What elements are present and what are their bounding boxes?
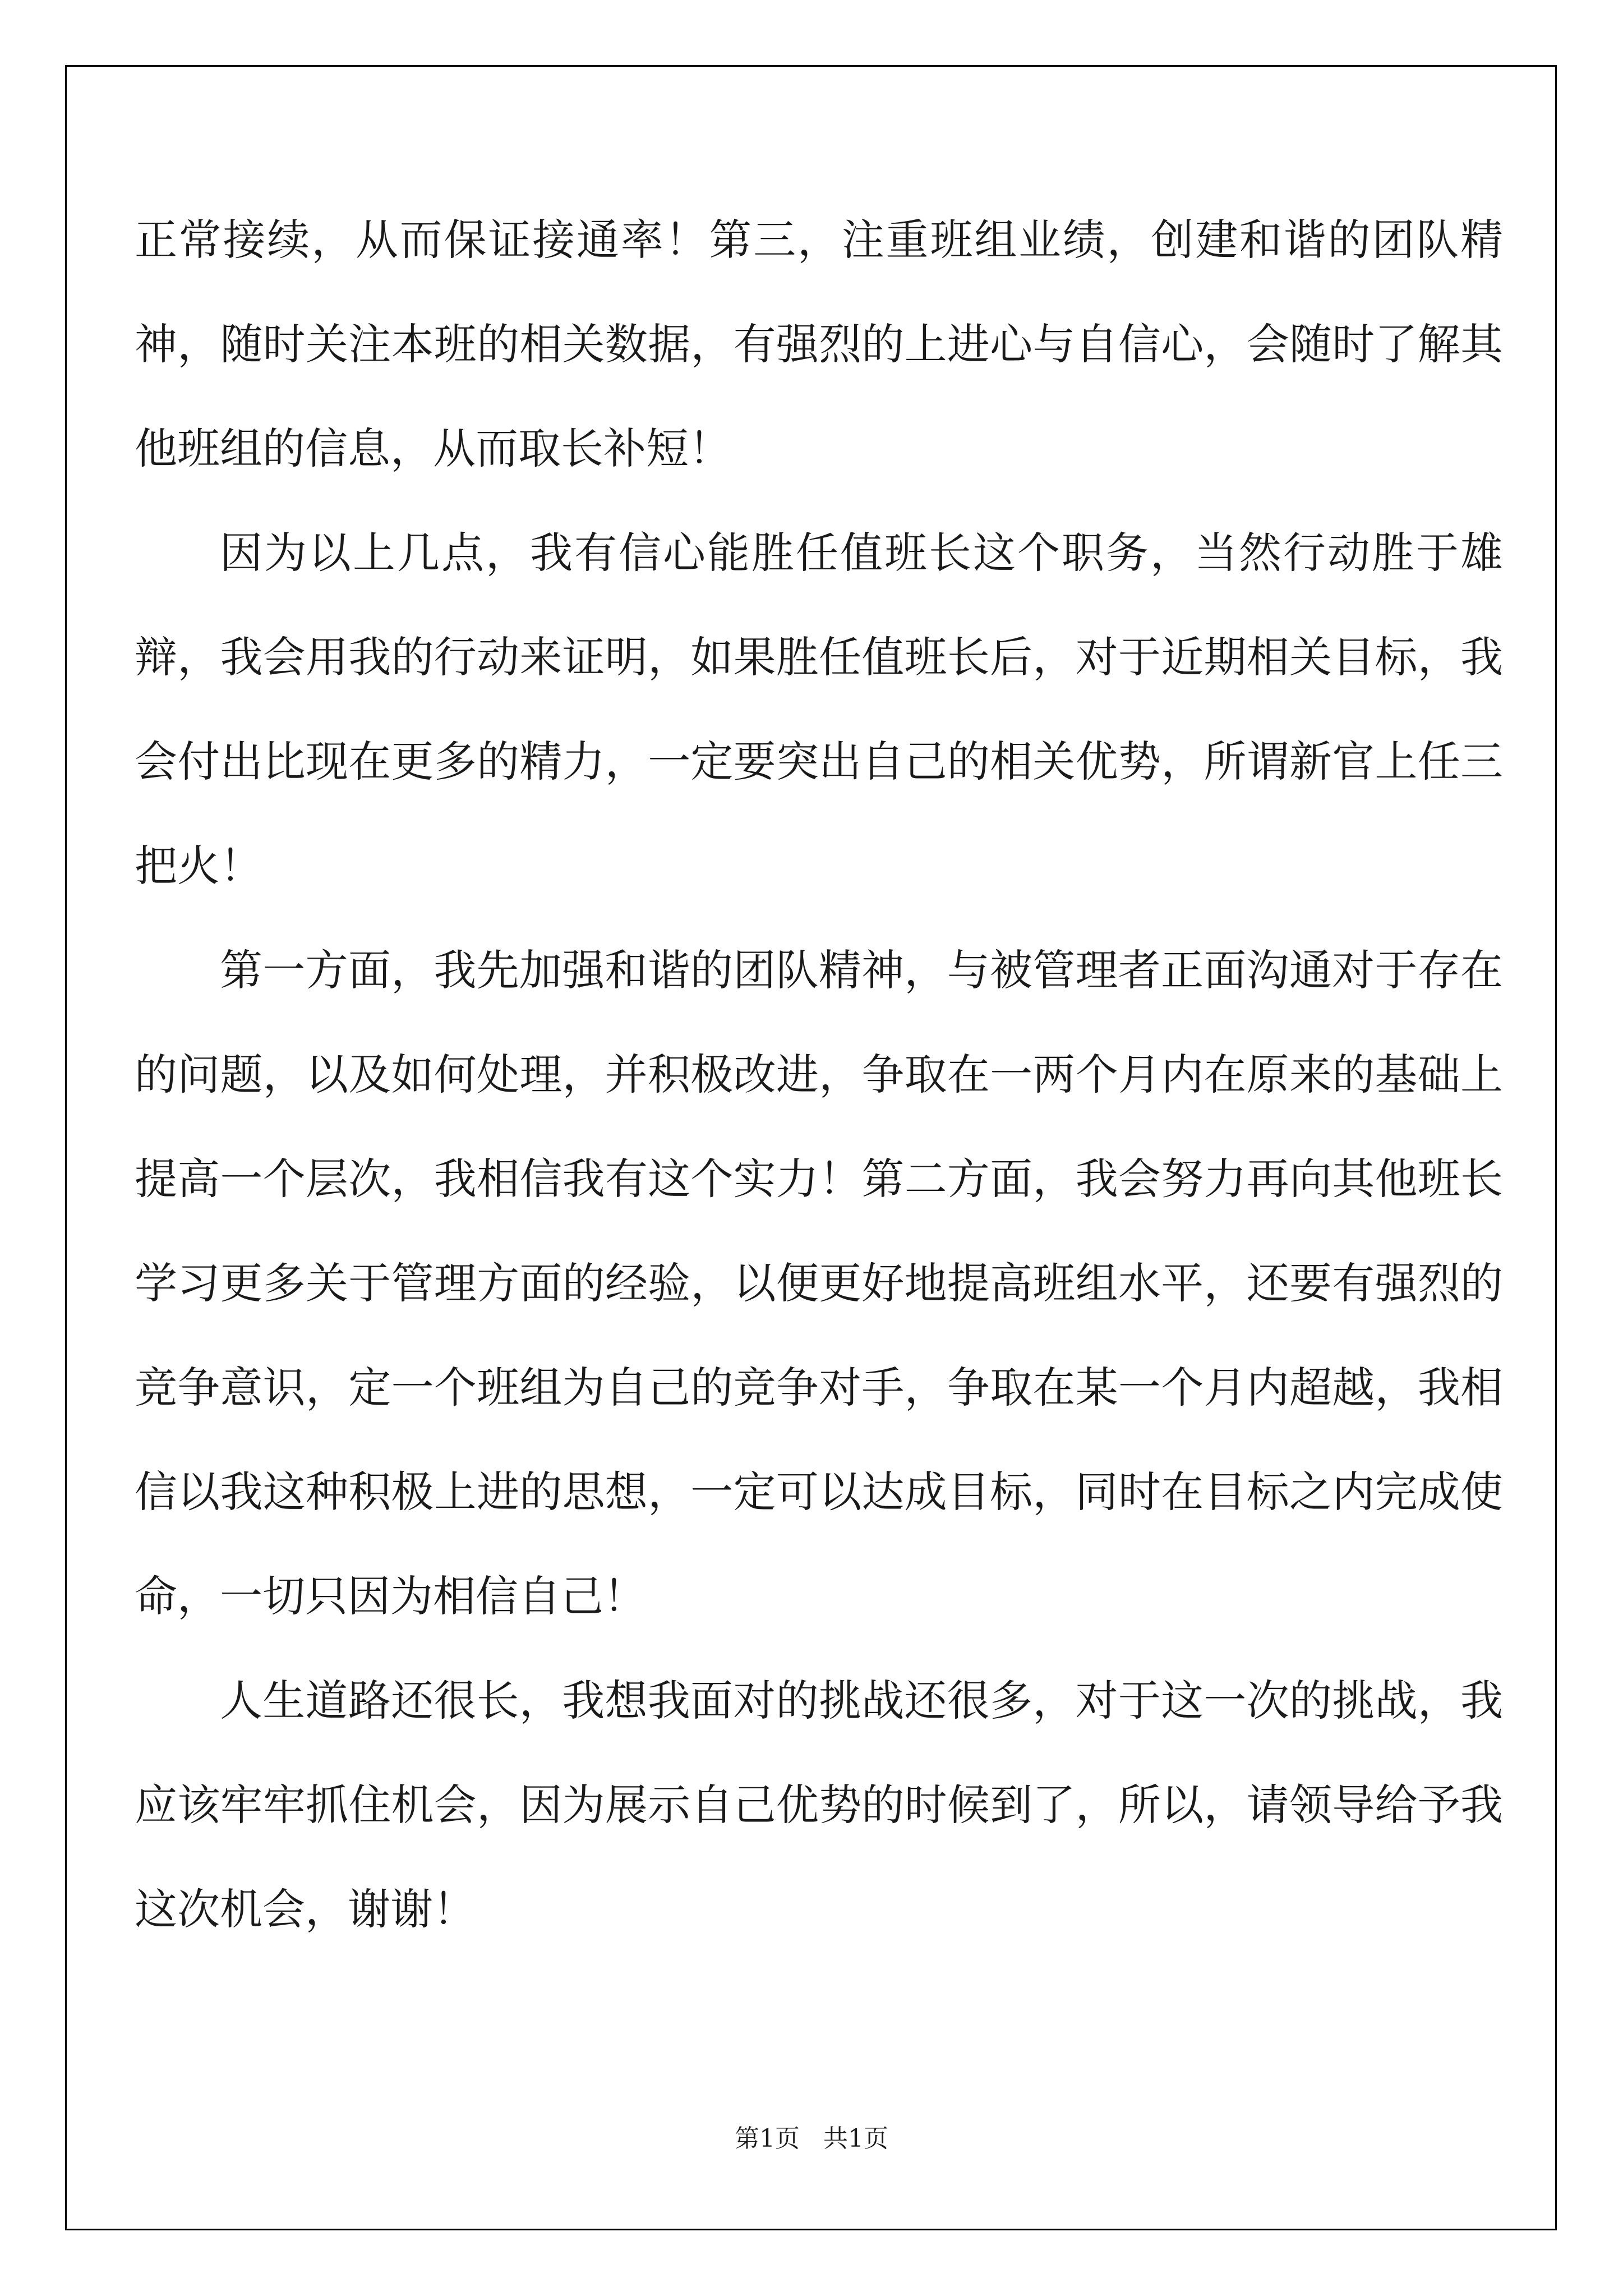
paragraph-3: 第一方面，我先加强和谐的团队精神，与被管理者正面沟通对于存在的问题，以及如何处理，并积极改进，争取在一两个月内在原来的基础上提高一个层次，我相信我有这个实力！第二方面，我会努力再向其他班长学习更多关于管理方面的经验，以便更好地提高班组水平，还要有强烈的竞争意识，定一个班组为自己的竞争对手，争取在某一个月内超越，我相信以我这种积极上进的思想，一定可以达成目标，同时在目标之内完成使命，一切只因为相信自己！ [135,945,1503,1621]
paragraph-2: 因为以上几点，我有信心能胜任值班长这个职务，当然行动胜于雄辩，我会用我的行动来证明，如果胜任值班长后，对于近期相关目标，我会付出比现在更多的精力，一定要突出自己的相关优势，所谓新官上任三把火！ [135,528,1503,891]
document-body [135,188,1503,1962]
page-number-footer: 第1页 共1页 [735,2124,888,2153]
paragraph-4: 人生道路还很长，我想我面对的挑战还很多，对于这一次的挑战，我应该牢牢抓住机会，因为展示自己优势的时候到了，所以，请领导给予我这次机会，谢谢！ [135,1676,1503,1934]
paragraph-1: 正常接续，从而保证接通率！第三，注重班组业绩，创建和谐的团队精神，随时关注本班的相关数据，有强烈的上进心与自信心，会随时了解其他班组的信息，从而取长补短！ [135,215,1503,473]
